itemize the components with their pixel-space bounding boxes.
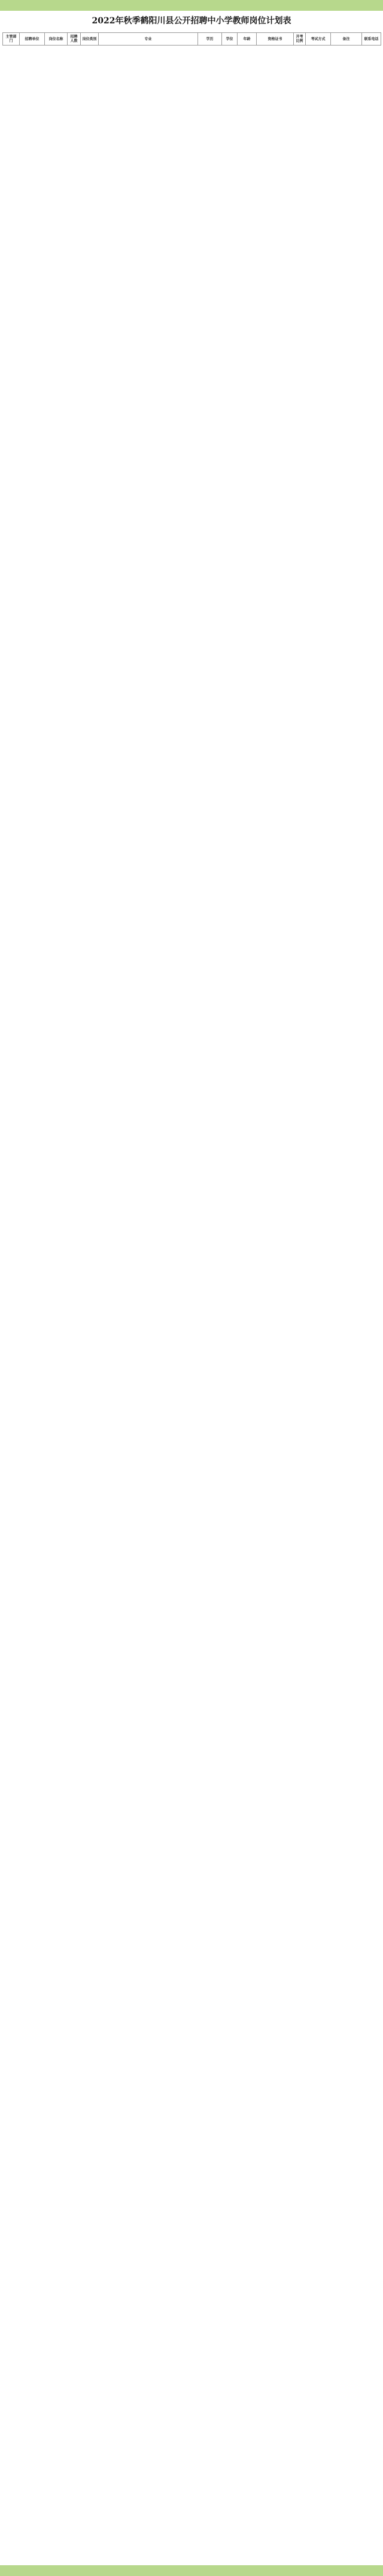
bottom-color-band	[0, 2565, 383, 2576]
header-row	[3, 33, 381, 46]
header-major: 专业	[99, 33, 198, 46]
header-phone: 联系电话	[362, 33, 381, 46]
header-education: 学历	[198, 33, 222, 46]
header-exam: 考试方式	[306, 33, 331, 46]
header-dept: 主管部门	[3, 33, 20, 46]
page-title: 2022年秋季鹤阳川县公开招聘中小学教师岗位计划表	[92, 16, 291, 26]
header-note: 备注	[331, 33, 362, 46]
header-ratio: 开考比例	[294, 33, 306, 46]
header-certificate: 资格证书	[257, 33, 294, 46]
header-position: 岗位名称	[45, 33, 68, 46]
header-unit: 招聘单位	[20, 33, 45, 46]
header-count: 招聘人数	[68, 33, 81, 46]
recruitment-plan-table	[2, 32, 381, 46]
table-header	[3, 33, 381, 46]
top-color-band	[0, 0, 383, 11]
header-age: 年龄	[238, 33, 257, 46]
header-degree: 学位	[222, 33, 238, 46]
header-category: 岗位类别	[81, 33, 99, 46]
